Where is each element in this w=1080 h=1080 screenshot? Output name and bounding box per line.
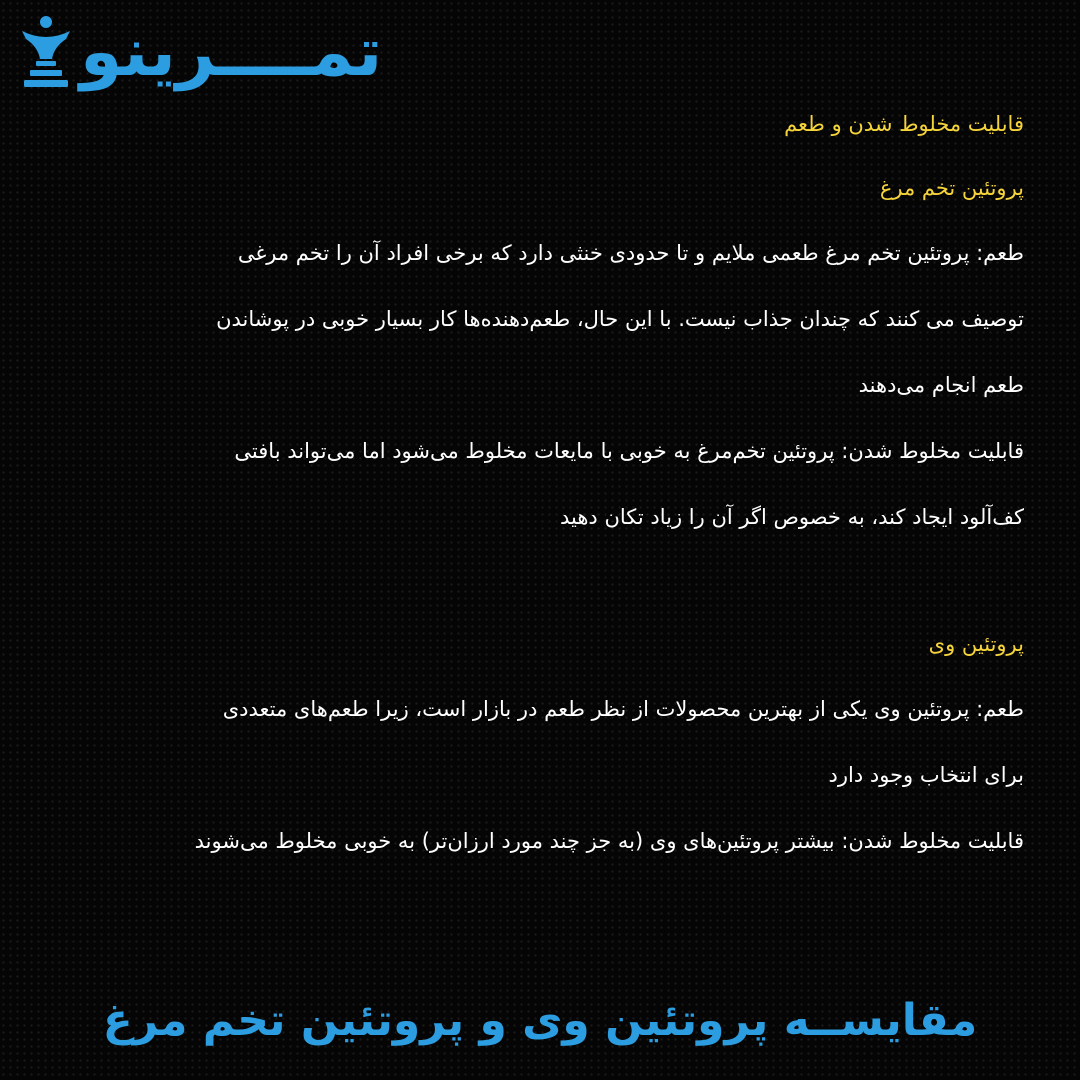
egg-mixability-text-line: قابلیت مخلوط شدن: پروتئین تخم‌مرغ به خوبی با مایعات مخلوط می‌شود اما می‌تواند بافتی <box>234 439 1024 463</box>
section-spacer <box>48 550 1024 612</box>
footer-title: مقایســه پروتئین وی و پروتئین تخم مرغ <box>102 995 978 1046</box>
brand-wordmark: تمــــرینو <box>80 13 383 92</box>
egg-taste-text-line: طعم انجام می‌دهند <box>858 373 1024 397</box>
brand-logo <box>16 8 446 98</box>
whey-protein-title: پروتئین وی <box>928 632 1024 656</box>
whey-mixability-text-line: قابلیت مخلوط شدن: بیشتر پروتئین‌های وی (به جز چند مورد ارزان‌تر) به خوبی مخلوط می‌شوند <box>194 829 1024 853</box>
egg-protein-title: پروتئین تخم مرغ <box>879 176 1024 200</box>
egg-taste-text-line: توصیف می کنند که چندان جذاب نیست. با این حال، طعم‌دهنده‌ها کار بسیار خوبی در پوشاندن <box>216 307 1024 331</box>
egg-mixability-text-line: کف‌آلود ایجاد کند، به خصوص اگر آن را زیاد تکان دهید <box>559 505 1024 529</box>
egg-taste-text-line: طعم: پروتئین تخم مرغ طعمی ملایم و تا حدودی خنثی دارد که برخی افراد آن را تخم مرغی <box>237 241 1024 265</box>
article-body <box>48 92 1024 874</box>
section-heading: قابلیت مخلوط شدن و طعم <box>784 112 1024 136</box>
whey-taste-text-line: طعم: پروتئین وی یکی از بهترین محصولات از نظر طعم در بازار است، زیرا طعم‌های متعددی <box>222 697 1024 721</box>
whey-taste-text-line: برای انتخاب وجود دارد <box>828 763 1024 787</box>
chess-piece-logo-icon <box>16 13 76 93</box>
